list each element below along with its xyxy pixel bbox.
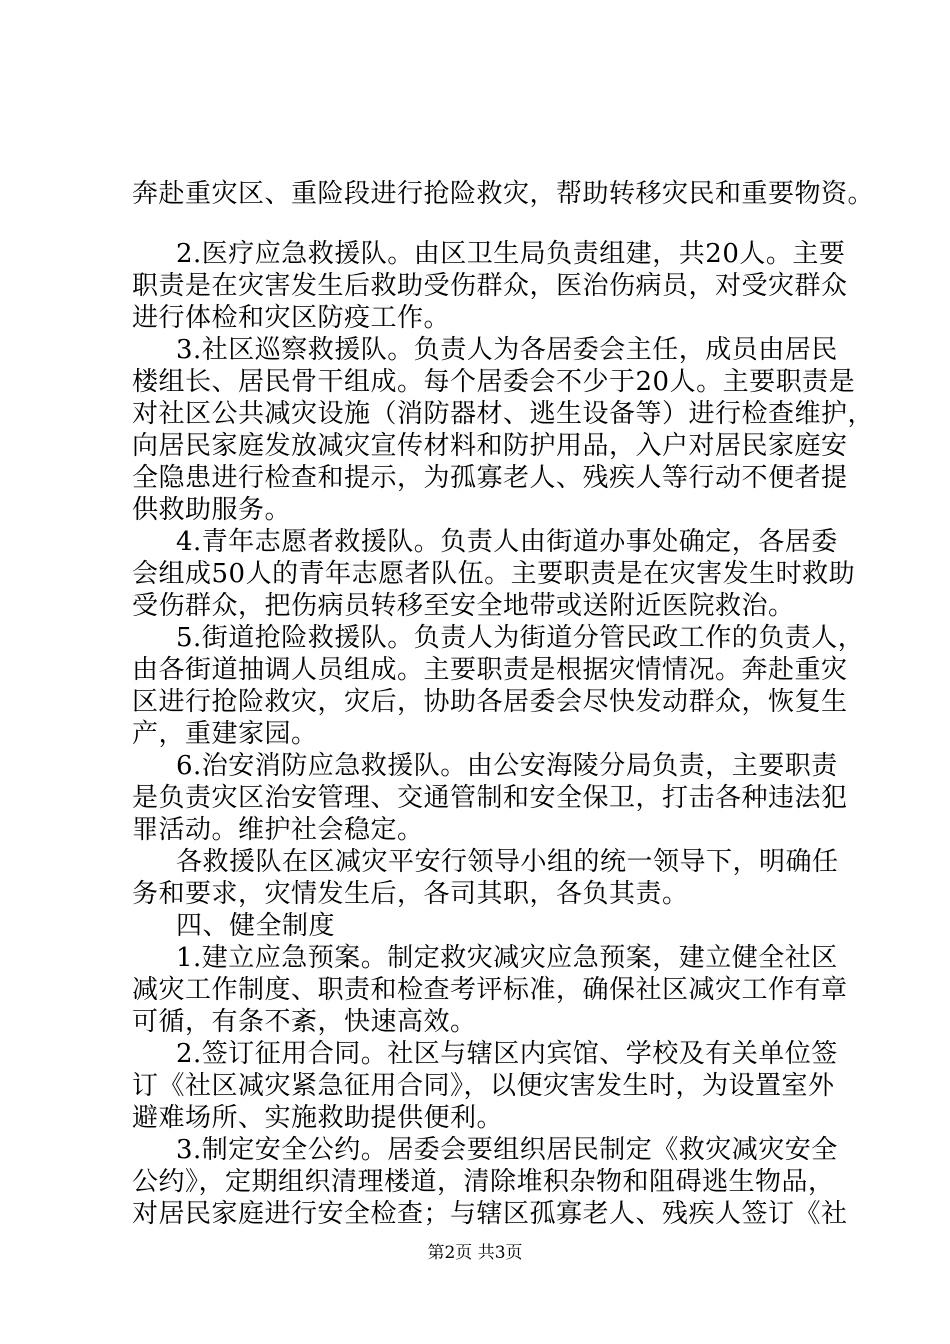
text-line: 6.治安消防应急救援队。由公安海陵分局负责，主要职责 — [176, 751, 838, 781]
text-line: 可循，有条不紊，快速高效。 — [132, 1007, 477, 1037]
text-line: 2.签订征用合同。社区与辖区内宾馆、学校及有关单位签 — [176, 1039, 838, 1069]
text-line: 3.社区巡察救援队。负责人为各居委会主任，成员由居民 — [176, 335, 838, 365]
text-line: 公约》，定期组织清理楼道，清除堆积杂物和阻碍逃生物品， — [132, 1167, 835, 1197]
section-heading: 四、健全制度 — [176, 911, 336, 941]
page-footer: 第2页 共3页 — [427, 1243, 523, 1263]
text-line: 全隐患进行检查和提示，为孤寡老人、残疾人等行动不便者提 — [132, 463, 848, 493]
text-line: 对社区公共减灾设施（消防器材、逃生设备等）进行检查维护， — [132, 399, 875, 429]
text-line: 务和要求，灾情发生后，各司其职，各负其责。 — [132, 879, 689, 909]
text-line: 避难场所、实施救助提供便利。 — [132, 1103, 504, 1133]
text-line: 2.医疗应急救援队。由区卫生局负责组建，共20人。主要 — [176, 239, 846, 269]
text-line: 5.街道抢险救援队。负责人为街道分管民政工作的负责人， — [176, 623, 865, 653]
text-line: 各救援队在区减灾平安行领导小组的统一领导下，明确任 — [176, 847, 839, 877]
text-line: 受伤群众，把伤病员转移至安全地带或送附近医院救治。 — [132, 591, 795, 621]
text-line: 奔赴重灾区、重险段进行抢险救灾，帮助转移灾民和重要物资。 — [132, 179, 875, 209]
text-line: 进行体检和灾区防疫工作。 — [132, 303, 451, 333]
text-line: 4.青年志愿者救援队。负责人由街道办事处确定，各居委 — [176, 527, 838, 557]
text-line: 1.建立应急预案。制定救灾减灾应急预案，建立健全社区 — [176, 943, 838, 973]
text-line: 供救助服务。 — [132, 495, 292, 525]
text-line: 3.制定安全公约。居委会要组织居民制定《救灾减灾安全 — [176, 1135, 838, 1165]
text-line: 由各街道抽调人员组成。主要职责是根据灾情情况。奔赴重灾 — [132, 655, 848, 685]
text-line: 订《社区减灾紧急征用合同》，以便灾害发生时，为设置室外 — [132, 1071, 835, 1101]
text-line: 区进行抢险救灾，灾后，协助各居委会尽快发动群众，恢复生 — [132, 687, 848, 717]
text-line: 楼组长、居民骨干组成。每个居委会不少于20人。主要职责是 — [132, 367, 856, 397]
text-line: 会组成50人的青年志愿者队伍。主要职责是在灾害发生时救助 — [132, 559, 856, 589]
text-line: 产，重建家园。 — [132, 719, 318, 749]
text-line: 向居民家庭发放减灾宣传材料和防护用品，入户对居民家庭安 — [132, 431, 848, 461]
text-line: 职责是在灾害发生后救助受伤群众，医治伤病员，对受灾群众 — [132, 271, 848, 301]
text-line: 减灾工作制度、职责和检查考评标准，确保社区减灾工作有章 — [132, 975, 848, 1005]
text-line: 罪活动。维护社会稳定。 — [132, 815, 424, 845]
text-line: 是负责灾区治安管理、交通管制和安全保卫，打击各种违法犯 — [132, 783, 848, 813]
text-line: 对居民家庭进行安全检查；与辖区孤寡老人、残疾人签订《社 — [132, 1199, 848, 1229]
